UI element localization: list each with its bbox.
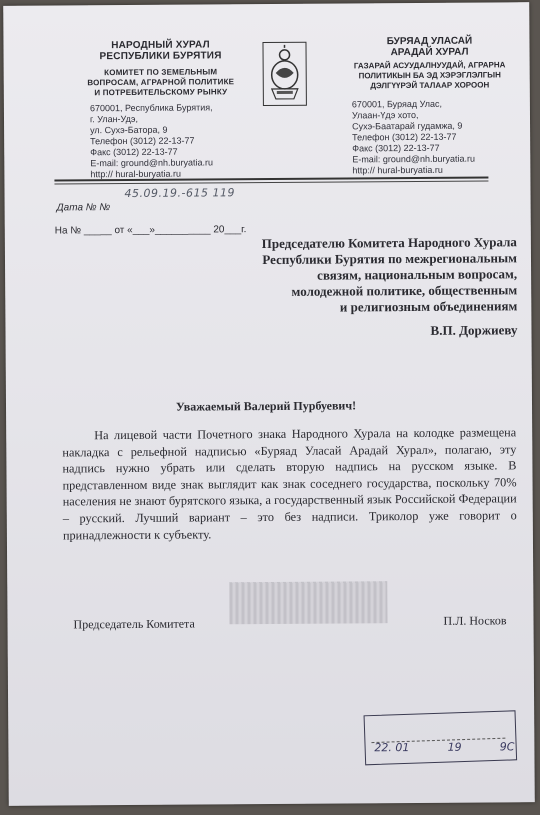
header-divider-thin xyxy=(54,180,488,184)
addressee-line: связям, национальным вопросам, xyxy=(317,266,518,283)
address-line: Телефон (3012) 22-13-77 xyxy=(90,135,195,147)
address-line: 670001, Буряад Улас, xyxy=(351,98,443,110)
address-line: http:// hural-buryatia.ru xyxy=(352,164,443,176)
addressee-name: В.П. Доржиеву xyxy=(430,322,518,338)
signature-title: Председатель Комитета xyxy=(73,616,195,632)
address-block-left xyxy=(90,102,213,180)
address-block-right xyxy=(352,99,475,177)
committee-line: КОМИТЕТ ПО ЗЕМЕЛЬНЫМ xyxy=(104,67,218,78)
address-line: 670001, Республика Бурятия, xyxy=(89,102,213,114)
handwritten-reference: 45.09.19.-615 119 xyxy=(124,186,236,201)
letterhead-left xyxy=(75,39,245,98)
letter-sheet xyxy=(3,2,535,806)
address-line: E-mail: ground@nh.buryatia.ru xyxy=(352,153,476,165)
address-line: г. Улан-Удэ, xyxy=(89,113,139,125)
org-name-ru-line2: РЕСПУБЛИКИ БУРЯТИЯ xyxy=(99,50,222,63)
committee-line: ВОПРОСАМ, АГРАРНОЙ ПОЛИТИКЕ xyxy=(87,77,235,88)
letterhead-right xyxy=(339,35,519,91)
stamp-number: 9С xyxy=(499,740,515,754)
address-line: Телефон (3012) 22-13-77 xyxy=(352,131,457,143)
address-line: Факс (3012) 22-13-77 xyxy=(90,146,178,158)
registration-stamp xyxy=(364,710,518,765)
committee-line: И ПОТРЕБИТЕЛЬСКОМУ РЫНКУ xyxy=(94,87,228,98)
address-line: Сухэ-Баатарай гудамжа, 9 xyxy=(352,120,463,132)
addressee-line: Председателю Комитета Народного Хурала xyxy=(261,234,517,252)
addressee-line: Республики Бурятия по межрегиональным xyxy=(262,250,518,268)
stamp-handwriting xyxy=(374,740,514,754)
addressee-line: и религиозным объединениям xyxy=(339,298,518,315)
address-line: ул. Сухэ-Батора, 9 xyxy=(90,124,168,136)
reference-field: На № _____ от «___»__________ 20___г. xyxy=(54,224,247,237)
coat-of-arms-icon xyxy=(262,42,306,106)
greeting: Уважаемый Валерий Пурбуевич! xyxy=(175,398,357,414)
letter-body: На лицевой части Почетного знака Народного Хурала на колодке размещена накладка с рельефной надписью «Буряад Уласай Арадай Хурал», полагаю, эту надпись нужно убрать или сделать вторую надпись на русском языке. В представленном виде знак выглядит как знак соседнего государства, поскольку 70% населения не знают бурятского языка, а государственный язык Российской Федерации – русский. Лучший вариант – это без надписи. Триколор уже говорит о принадлежности к субъекту. xyxy=(62,425,517,543)
committee-name-bua xyxy=(340,60,520,91)
signature-name: П.Л. Носков xyxy=(443,613,507,628)
stamp-date: 22. 01 xyxy=(374,741,410,755)
signature-smudge xyxy=(229,581,387,624)
committee-line: ГАЗАРАЙ АСУУДАЛНУУДАЙ, АГРАРНА xyxy=(353,60,506,71)
org-name-bua-line1: БУРЯАД УЛАСАЙ xyxy=(386,35,473,48)
stamp-year: 19 xyxy=(447,740,462,754)
address-line: Улаан-Үдэ хото, xyxy=(351,109,419,121)
addressee-block xyxy=(255,234,518,316)
date-field: Дата № № xyxy=(56,202,111,214)
addressee-line: молодежной политике, общественным xyxy=(291,282,518,299)
committee-line: ДЭЛГҮҮРЭЙ ТАЛААР ХОРООН xyxy=(370,80,490,91)
org-name-ru-line1: НАРОДНЫЙ ХУРАЛ xyxy=(111,39,210,52)
address-line: Факс (3012) 22-13-77 xyxy=(352,142,440,154)
committee-name-ru xyxy=(76,67,246,98)
committee-line: ПОЛИТИКЫН БА ЭД ХЭРЭГЛЭЛГЫН xyxy=(358,70,501,81)
org-name-bua-line2: АРАДАЙ ХУРАЛ xyxy=(390,46,469,59)
address-line: http:// hural-buryatia.ru xyxy=(90,168,181,180)
address-line: E-mail: ground@nh.buryatia.ru xyxy=(90,157,214,169)
